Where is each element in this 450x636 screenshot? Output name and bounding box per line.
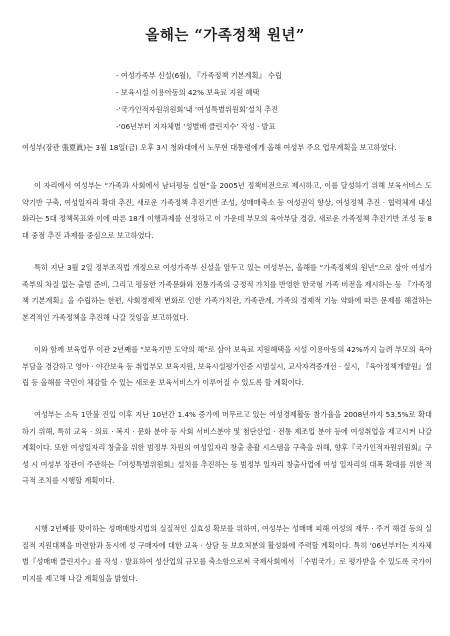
body-paragraph-intro: 여성부(장관 張夏眞)는 3월 18일(금) 오후 3시 청와대에서 노무현 대통령에게 올해 여성부 주요 업무계획을 보고하였다.	[22, 143, 397, 152]
summary-bullet: - 여성가족부 신설(6월), 『가족정책 기본계획』 수립	[116, 71, 282, 80]
body-paragraph-family-policy: 특히 지난 3월 2일 정부조직법 개정으로 여성가족부 신설을 앞두고 있는 여성부는, 올해를 “가족정책의 원년”으로 삼아 여성가족부의 차질 없는 출범 준비, 그리고 평등한 가족문화와 전통가족의 긍정적 가치를 반영한 한국형 가족 비전을 제시하는 등 『가족정책 기본계획』을 수립하는 한편, 사회경제적 변화로 인한 가족가치관, 가족관계, 가족의 경제적 기능 약화에 따른 문제를 해결하는 본격적인 가족정책을 추진해 나갈 것임을 보고하였다.	[22, 263, 432, 322]
body-paragraph-employment: 여성부는 소득 1만불 진입 이후 지난 10년간 1.4% 증가에 머무르고 있는 여성경제활동 참가율을 2008년까지 53.5%로 확대하기 위해, 특히 교육 · 의료 · 복지 · 문화 분야 등 사회 서비스분야 및 첨단산업 · 전통 제조업 분야 등에 여성취업을 제고시켜 나갈 계획이다. 또한 여성일자리 창출을 위한 범정부 차원의 여성일자리 창출 총괄 시스템을 구축을 위해, 향후『국가인적자원위원회』구성 시 여성부 장관이 주관하는『여성특별위원회』설치를 추진하는 등 범정부 일자리 창출사업에 여성 일자리의 대폭 확대를 위한 적극적 조치를 시행할 계획이다.	[22, 410, 432, 486]
body-paragraph-policy-vision: 이 자리에서 여성부는 “가족과 사회에서 남녀평등 실현”을 2005년 정책비전으로 제시하고, 이를 달성하기 위해 보육서비스 도약기반 구축, 여성일자리 확대 추진, 새로운 가족정책 추진기반 조성, 성매매축소 등 여성권익 향상, 여성정책 추진 · 협력체계 내실화라는 5대 정책목표와 이에 따른 18개 이행과제를 선정하고 이 가운데 부모의 육아부담 경감, 새로운 가족정책 추진기반 조성 등 8대 중점 추진 과제를 중심으로 보고하였다.	[22, 181, 432, 240]
body-paragraph-anti-prostitution: 시행 2년째를 맞이하는 성매매방지법의 실질적인 실효성 확보를 위하여, 여성부는 성매매 피해 여성의 재무 · 주거 해결 등의 실질적 지원대책을 마련함과 동시에 성 구매자에 대한 교육 · 상담 등 보호처분의 활성화에 주력할 계획이다. 특히 ‘06년부터는 지자체별『성매매 클린지수』를 작성 · 발표하여 성산업의 규모를 축소함으로써 국제사회에서 「수범국가」로 평가받을 수 있도록 국가이미지를 제고해 나갈 계획임을 밝혔다.	[22, 524, 432, 583]
summary-bullet: -‘국가인적자원위원회’내 ‘여성특별위원회’설치 추진	[116, 105, 279, 114]
summary-bullet: - 보육시설 이용아동의 42% 보육료 지원 혜택	[116, 88, 260, 97]
summary-bullet: -‘06년부터 지자체별 ‘성별배 클린지수’ 작성 · 발표	[116, 122, 276, 131]
summary-bullet-list	[116, 67, 436, 135]
page-title: 올해는 “가족정책 원년”	[145, 27, 305, 44]
body-paragraph-childcare: 이와 함께 보육업무 이관 2년째를 “보육기반 도약의 해”로 삼아 보육료 지원혜택을 시설 이용아동의 42%까지 늘려 부모의 육아부담을 경감하고 영아 · 야간보육 등 취업부모 보육지원, 보육시설평가인증 시범실시, 교사자격증개선 · 실시, 『육아정책개발원』설립 등 올해를 국민이 체감할 수 있는 새로운 보육서비스가 이루어질 수 있도록 할 계획이다.	[22, 345, 432, 388]
